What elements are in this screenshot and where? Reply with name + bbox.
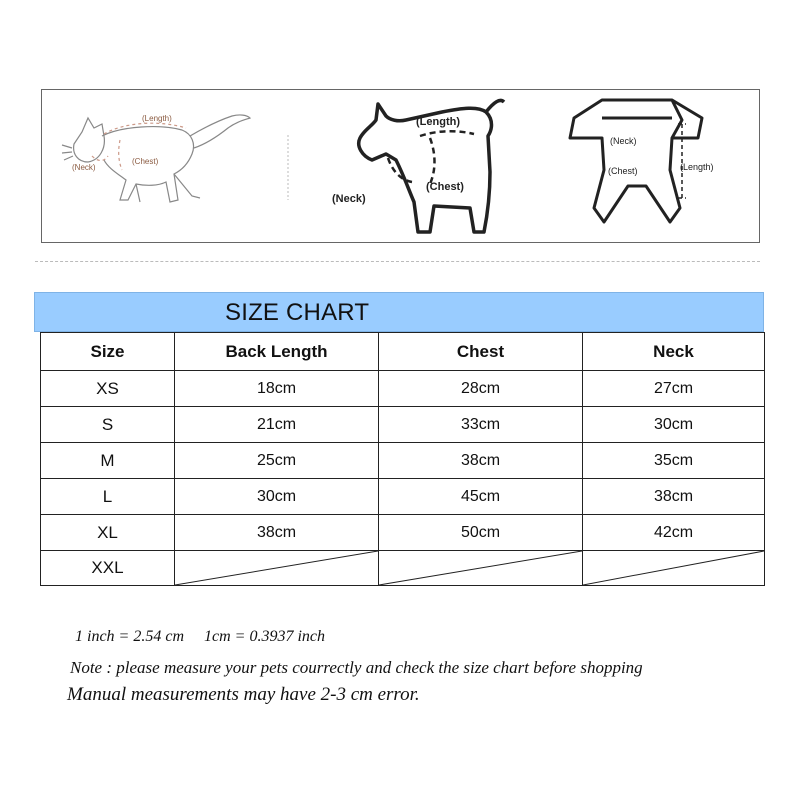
size-cell: XL [41,515,175,551]
table-row [41,479,765,515]
chest-cell: 50cm [379,515,583,551]
size-cell: S [41,407,175,443]
cat-length-label: (Length) [142,114,172,123]
empty-diagonal [175,551,378,585]
dog-neck-label: (Neck) [332,193,366,205]
cat-chest-label: (Chest) [132,157,159,166]
empty-cell [583,551,765,586]
empty-cell [379,551,583,586]
table-row [41,371,765,407]
conversion-note: 1 inch = 2.54 cm 1cm = 0.3937 inch [75,628,325,645]
garment-measure-lines [678,124,686,198]
table-row [41,515,765,551]
garment-chest-label: (Chest) [608,166,638,176]
cat-neck-label: (Neck) [72,163,96,172]
dog-length-label: (Length) [416,116,460,128]
table-row [41,407,765,443]
notes-block [67,628,643,706]
chest-cell: 38cm [379,443,583,479]
chest-cell: 28cm [379,371,583,407]
dog-chest-label: (Chest) [426,181,464,193]
header-neck: Neck [583,333,765,371]
header-back-length: Back Length [175,333,379,371]
size-cell: M [41,443,175,479]
empty-cell [175,551,379,586]
size-chart-title: SIZE CHART [225,299,370,326]
empty-diagonal [583,551,764,585]
size-chart-header [34,292,764,332]
chest-cell: 45cm [379,479,583,515]
size-cell: L [41,479,175,515]
back-length-cell: 25cm [175,443,379,479]
table-row [41,443,765,479]
table-header-row [41,333,765,371]
dog-measure-lines [388,131,474,184]
size-cell: XS [41,371,175,407]
size-cell: XXL [41,551,175,586]
neck-cell: 27cm [583,371,765,407]
measurement-illustrations [42,90,761,244]
table-row [41,551,765,586]
neck-cell: 38cm [583,479,765,515]
header-chest: Chest [379,333,583,371]
size-chart-table [40,332,765,586]
back-length-cell: 38cm [175,515,379,551]
neck-cell: 35cm [583,443,765,479]
error-note: Manual measurements may have 2-3 cm error. [67,684,420,705]
back-length-cell: 18cm [175,371,379,407]
section-divider [35,261,760,262]
empty-diagonal [379,551,582,585]
back-length-cell: 30cm [175,479,379,515]
chest-cell: 33cm [379,407,583,443]
neck-cell: 30cm [583,407,765,443]
header-size: Size [41,333,175,371]
garment-length-label: (Length) [680,162,714,172]
neck-cell: 42cm [583,515,765,551]
measurement-diagram [41,89,760,243]
garment-neck-label: (Neck) [610,136,637,146]
back-length-cell: 21cm [175,407,379,443]
measure-note: Note : please measure your pets courrectly and check the size chart before shopping [70,658,643,677]
